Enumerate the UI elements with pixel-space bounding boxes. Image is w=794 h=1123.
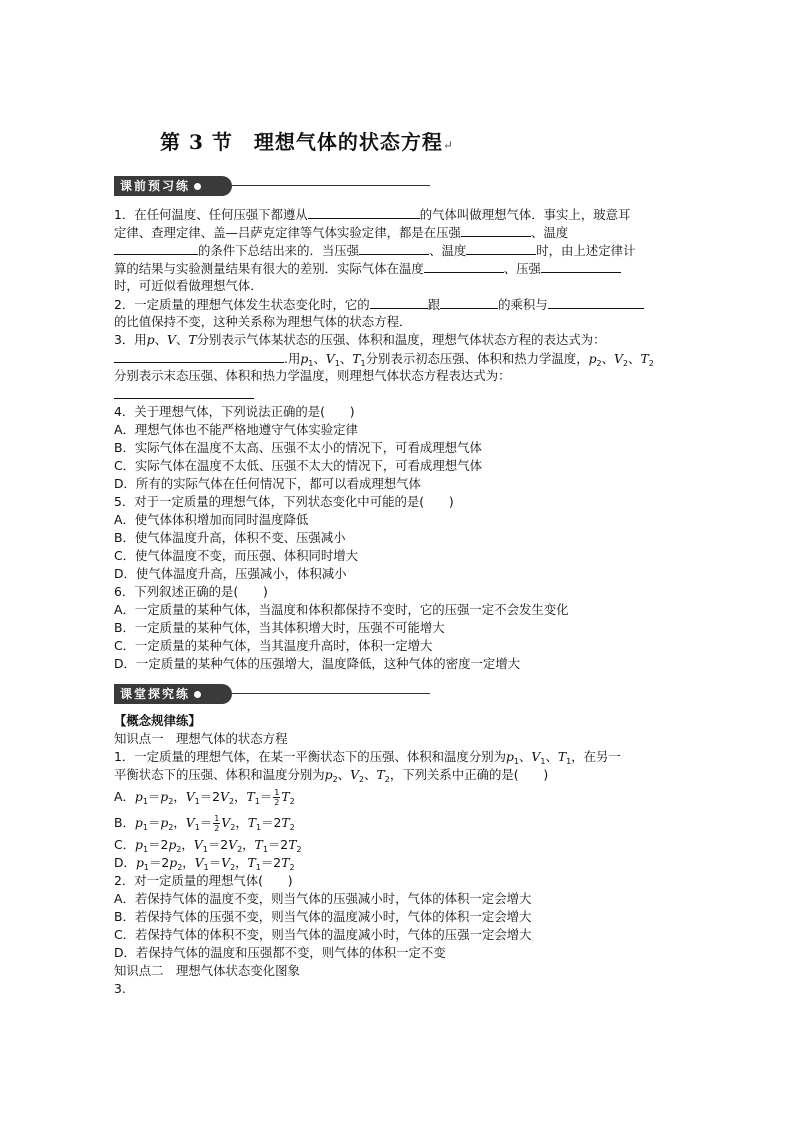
q6-option-b[interactable]: B．一定质量的某种气体，当其体积增大时，压强不可能增大 (114, 620, 445, 635)
q1-line-1: 1．在任何温度、任何压强下都遵从 的气体叫做理想气体．事实上，玻意耳 (114, 207, 631, 222)
blank[interactable] (308, 205, 420, 219)
explore-content (114, 712, 686, 998)
e-q2-option-a[interactable]: A．若保持气体的温度不变，则当气体的压强减小时，气体的体积一定会增大 (114, 891, 532, 906)
q4-option-d[interactable]: D．所有的实际气体在任何情况下，都可以看成理想气体 (114, 476, 421, 491)
e-q3-number: 3. (114, 981, 126, 996)
q4-option-a[interactable]: A．理想气体也不能严格地遵守气体实验定律 (114, 422, 358, 437)
q1-line-3: 的条件下总结出来的．当压强 、温度 时，由上述定律计 (114, 241, 686, 259)
e-q2-option-d[interactable]: D．若保持气体的温度和压强都不变，则气体的体积一定不变 (114, 945, 446, 960)
q1-line-2: 定律、查理定律、盖—吕萨克定律等气体实验定律，都是在压强 、温度 (114, 225, 569, 240)
dot-icon (194, 691, 201, 698)
paragraph-mark: ↵ (442, 138, 454, 152)
blank[interactable] (114, 349, 284, 363)
e-q2-stem: 2．对一定质量的理想气体( ) (114, 873, 293, 888)
e-q1-option-b[interactable]: B．$p_1=p_2$，$V_1=$ $\frac{1}{2}$ $V_2$，$T_1=2T_2$ (114, 814, 295, 833)
section-tag (114, 684, 232, 704)
blank[interactable] (466, 241, 536, 255)
q6-option-a[interactable]: A．一定质量的某种气体，当温度和体积都保持不变时，它的压强一定不会发生变化 (114, 602, 569, 617)
q5-option-a[interactable]: A．使气体体积增加而同时温度降低 (114, 512, 309, 527)
blank[interactable] (114, 241, 198, 255)
q1-line-4: 算的结果与实验测量结果有很大的差别．实际气体在温度 、压强 (114, 259, 686, 277)
q3-line-1: 3．用p、V、T分别表示气体某状态的压强、体积和温度，理想气体状态方程的表达式为： (114, 332, 606, 347)
q4-option-b[interactable]: B．实际气体在温度不太高、压强不太小的情况下，可看成理想气体 (114, 440, 482, 455)
e-q2-option-b[interactable]: B．若保持气体的压强不变，则当气体的温度减小时，气体的体积一定会增大 (114, 909, 532, 924)
blank[interactable] (424, 259, 504, 273)
fraction: $\frac{1}{2}$ (214, 814, 220, 833)
section-label: 课前预习练 (120, 179, 191, 193)
blank[interactable] (359, 241, 429, 255)
e-q1-option-c[interactable]: C．$p_1=2p_2$，$V_1=2V_2$，$T_1=2T_2$ (114, 837, 302, 854)
title-text: 第 3 节 理想气体的状态方程 (160, 130, 443, 154)
concept-group-heading: 【概念规律练】 (114, 713, 201, 728)
section-tag (114, 176, 232, 196)
e-q1-option-d[interactable]: D．$p_1=2p_2$，$V_1=V_2$，$T_1=2T_2$ (114, 855, 295, 872)
q4-option-c[interactable]: C．实际气体在温度不太低、压强不太大的情况下，可看成理想气体 (114, 458, 482, 473)
q5-option-b[interactable]: B．使气体温度升高，体积不变、压强减小 (114, 530, 346, 545)
section-banner-preview (114, 176, 430, 196)
q5-option-d[interactable]: D．使气体温度升高，压强减小，体积减小 (114, 566, 347, 581)
e-q1-line-1: 1．一定质量的理想气体，在某一平衡状态下的压强、体积和温度分别为$p_1$、$V_1$、$T_1$，在另一 (114, 749, 621, 766)
section-banner-explore (114, 684, 430, 704)
q4-stem: 4．关于理想气体，下列说法正确的是( ) (114, 404, 355, 419)
q5-stem: 5．对于一定质量的理想气体，下列状态变化中可能的是( ) (114, 494, 454, 509)
blank[interactable] (541, 259, 621, 273)
q6-option-c[interactable]: C．一定质量的某种气体，当其温度升高时，体积一定增大 (114, 638, 433, 653)
section-rule (232, 693, 430, 694)
q1-line-5: 时，可近似看做理想气体． (114, 278, 263, 293)
preview-content (114, 205, 686, 673)
knowledge-point-1: 知识点一 理想气体的状态方程 (114, 731, 288, 746)
section-rule (232, 185, 430, 186)
blank[interactable] (114, 385, 254, 399)
fraction: $\frac{1}{2}$ (274, 788, 280, 807)
blank[interactable] (370, 295, 428, 309)
blank[interactable] (440, 295, 498, 309)
section-label: 课堂探究练 (120, 687, 191, 701)
q6-stem: 6．下列叙述正确的是( ) (114, 584, 268, 599)
blank[interactable] (461, 223, 531, 237)
blank[interactable] (548, 295, 644, 309)
dot-icon (194, 183, 201, 190)
e-q1-line-2: 平衡状态下的压强、体积和温度分别为$p_2$、$V_2$、$T_2$，下列关系中正确的是( ) (114, 767, 549, 784)
e-q1-option-a[interactable]: A．$p_1=p_2$，$V_1=2V_2$，$T_1=$ $\frac{1}{2}$ $T_2$ (114, 788, 295, 807)
q3-line-4 (114, 385, 686, 403)
q3-line-3: 分别表示末态压强、体积和热力学温度，则理想气体状态方程表达式为： (114, 368, 511, 383)
knowledge-point-2: 知识点二 理想气体状态变化图象 (114, 963, 300, 978)
q6-option-d[interactable]: D．一定质量的某种气体的压强增大，温度降低，这种气体的密度一定增大 (114, 656, 521, 671)
q2-line-2: 的比值保持不变，这种关系称为理想气体的状态方程． (114, 314, 412, 329)
q2-line-1: 2．一定质量的理想气体发生状态变化时，它的 跟 的乘积与 (114, 295, 686, 313)
q3-line-2: .用$p_1$、$V_1$、$T_1$分别表示初态压强、体积和热力学温度，$p_2$、$V_2$、$T_2$ (114, 349, 686, 367)
page-title (160, 126, 454, 155)
q5-option-c[interactable]: C．使气体温度不变，而压强、体积同时增大 (114, 548, 359, 563)
e-q2-option-c[interactable]: C．若保持气体的体积不变，则当气体的温度减小时，气体的压强一定会增大 (114, 927, 532, 942)
